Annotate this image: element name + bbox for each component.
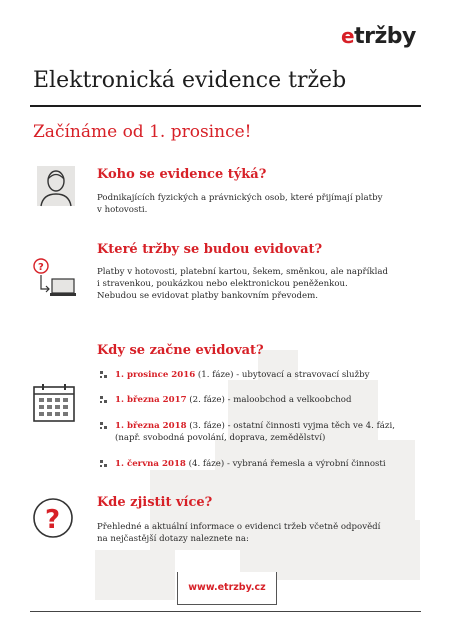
svg-text:?: ?: [38, 262, 44, 273]
bullet-icon: [100, 460, 108, 468]
etrzby-logo: [341, 24, 416, 49]
phase-date: 1. června 2018: [115, 459, 186, 469]
bullet-icon: [100, 422, 108, 430]
page-title: Elektronická evidence tržeb: [33, 68, 347, 93]
question-circle-icon: [31, 496, 75, 544]
calendar-icon: [33, 383, 75, 427]
page-subtitle: Začínáme od 1. prosince!: [33, 122, 252, 142]
footer-divider: [30, 611, 421, 612]
svg-text:?: ?: [45, 505, 61, 535]
phase-text: (2. fáze) - maloobchod a velkoobchod: [186, 395, 352, 405]
logo-text: tržby: [354, 24, 416, 49]
section-title-when: Kdy se začne evidovat?: [97, 343, 264, 358]
phase-date: 1. prosince 2016: [115, 370, 196, 380]
phase-text: (4. fáze) - vybraná řemesla a výrobní činnosti: [185, 459, 386, 469]
section-text-who: Podnikajících fyzických a právnických osob, které přijímají platby v hotovosti.: [97, 193, 383, 215]
logo-e: e: [341, 24, 355, 48]
bullet-icon: [100, 371, 108, 379]
phase-item: [100, 394, 351, 406]
phase-text: (3. fáze) - ostatní činnosti vyjma těch ve 4. fázi, (např. svobodná povolání, doprava, zemědělství): [115, 421, 395, 443]
section-text-which: Platby v hotovosti, platební kartou, šekem, směnkou, ale například i stravenkou, poukázkou nebo elektronickou peněženkou. Nebudou se evidovat platby bankovním převodem.: [97, 267, 388, 301]
section-text-more: Přehledné a aktuální informace o evidenci tržeb včetně odpovědí na nejčastější dotazy naleznete na:: [97, 522, 381, 544]
person-icon: [36, 165, 76, 211]
title-divider: [30, 105, 421, 107]
phase-date: 1. března 2018: [115, 421, 187, 431]
website-link[interactable]: www.etrzby.cz: [188, 582, 266, 593]
website-link-box[interactable]: [177, 572, 277, 605]
phase-text: (1. fáze) - ubytovací a stravovací služby: [195, 370, 370, 380]
section-title-more: Kde zjistit více?: [97, 495, 213, 510]
phase-item: [100, 420, 395, 444]
question-payment-icon: [32, 257, 78, 303]
phase-date: 1. března 2017: [115, 395, 187, 405]
phase-item: [100, 458, 386, 470]
section-title-which: Které tržby se budou evidovat?: [97, 242, 323, 257]
bullet-icon: [100, 396, 108, 404]
phase-item: [100, 369, 369, 381]
section-title-who: Koho se evidence týká?: [97, 167, 267, 182]
